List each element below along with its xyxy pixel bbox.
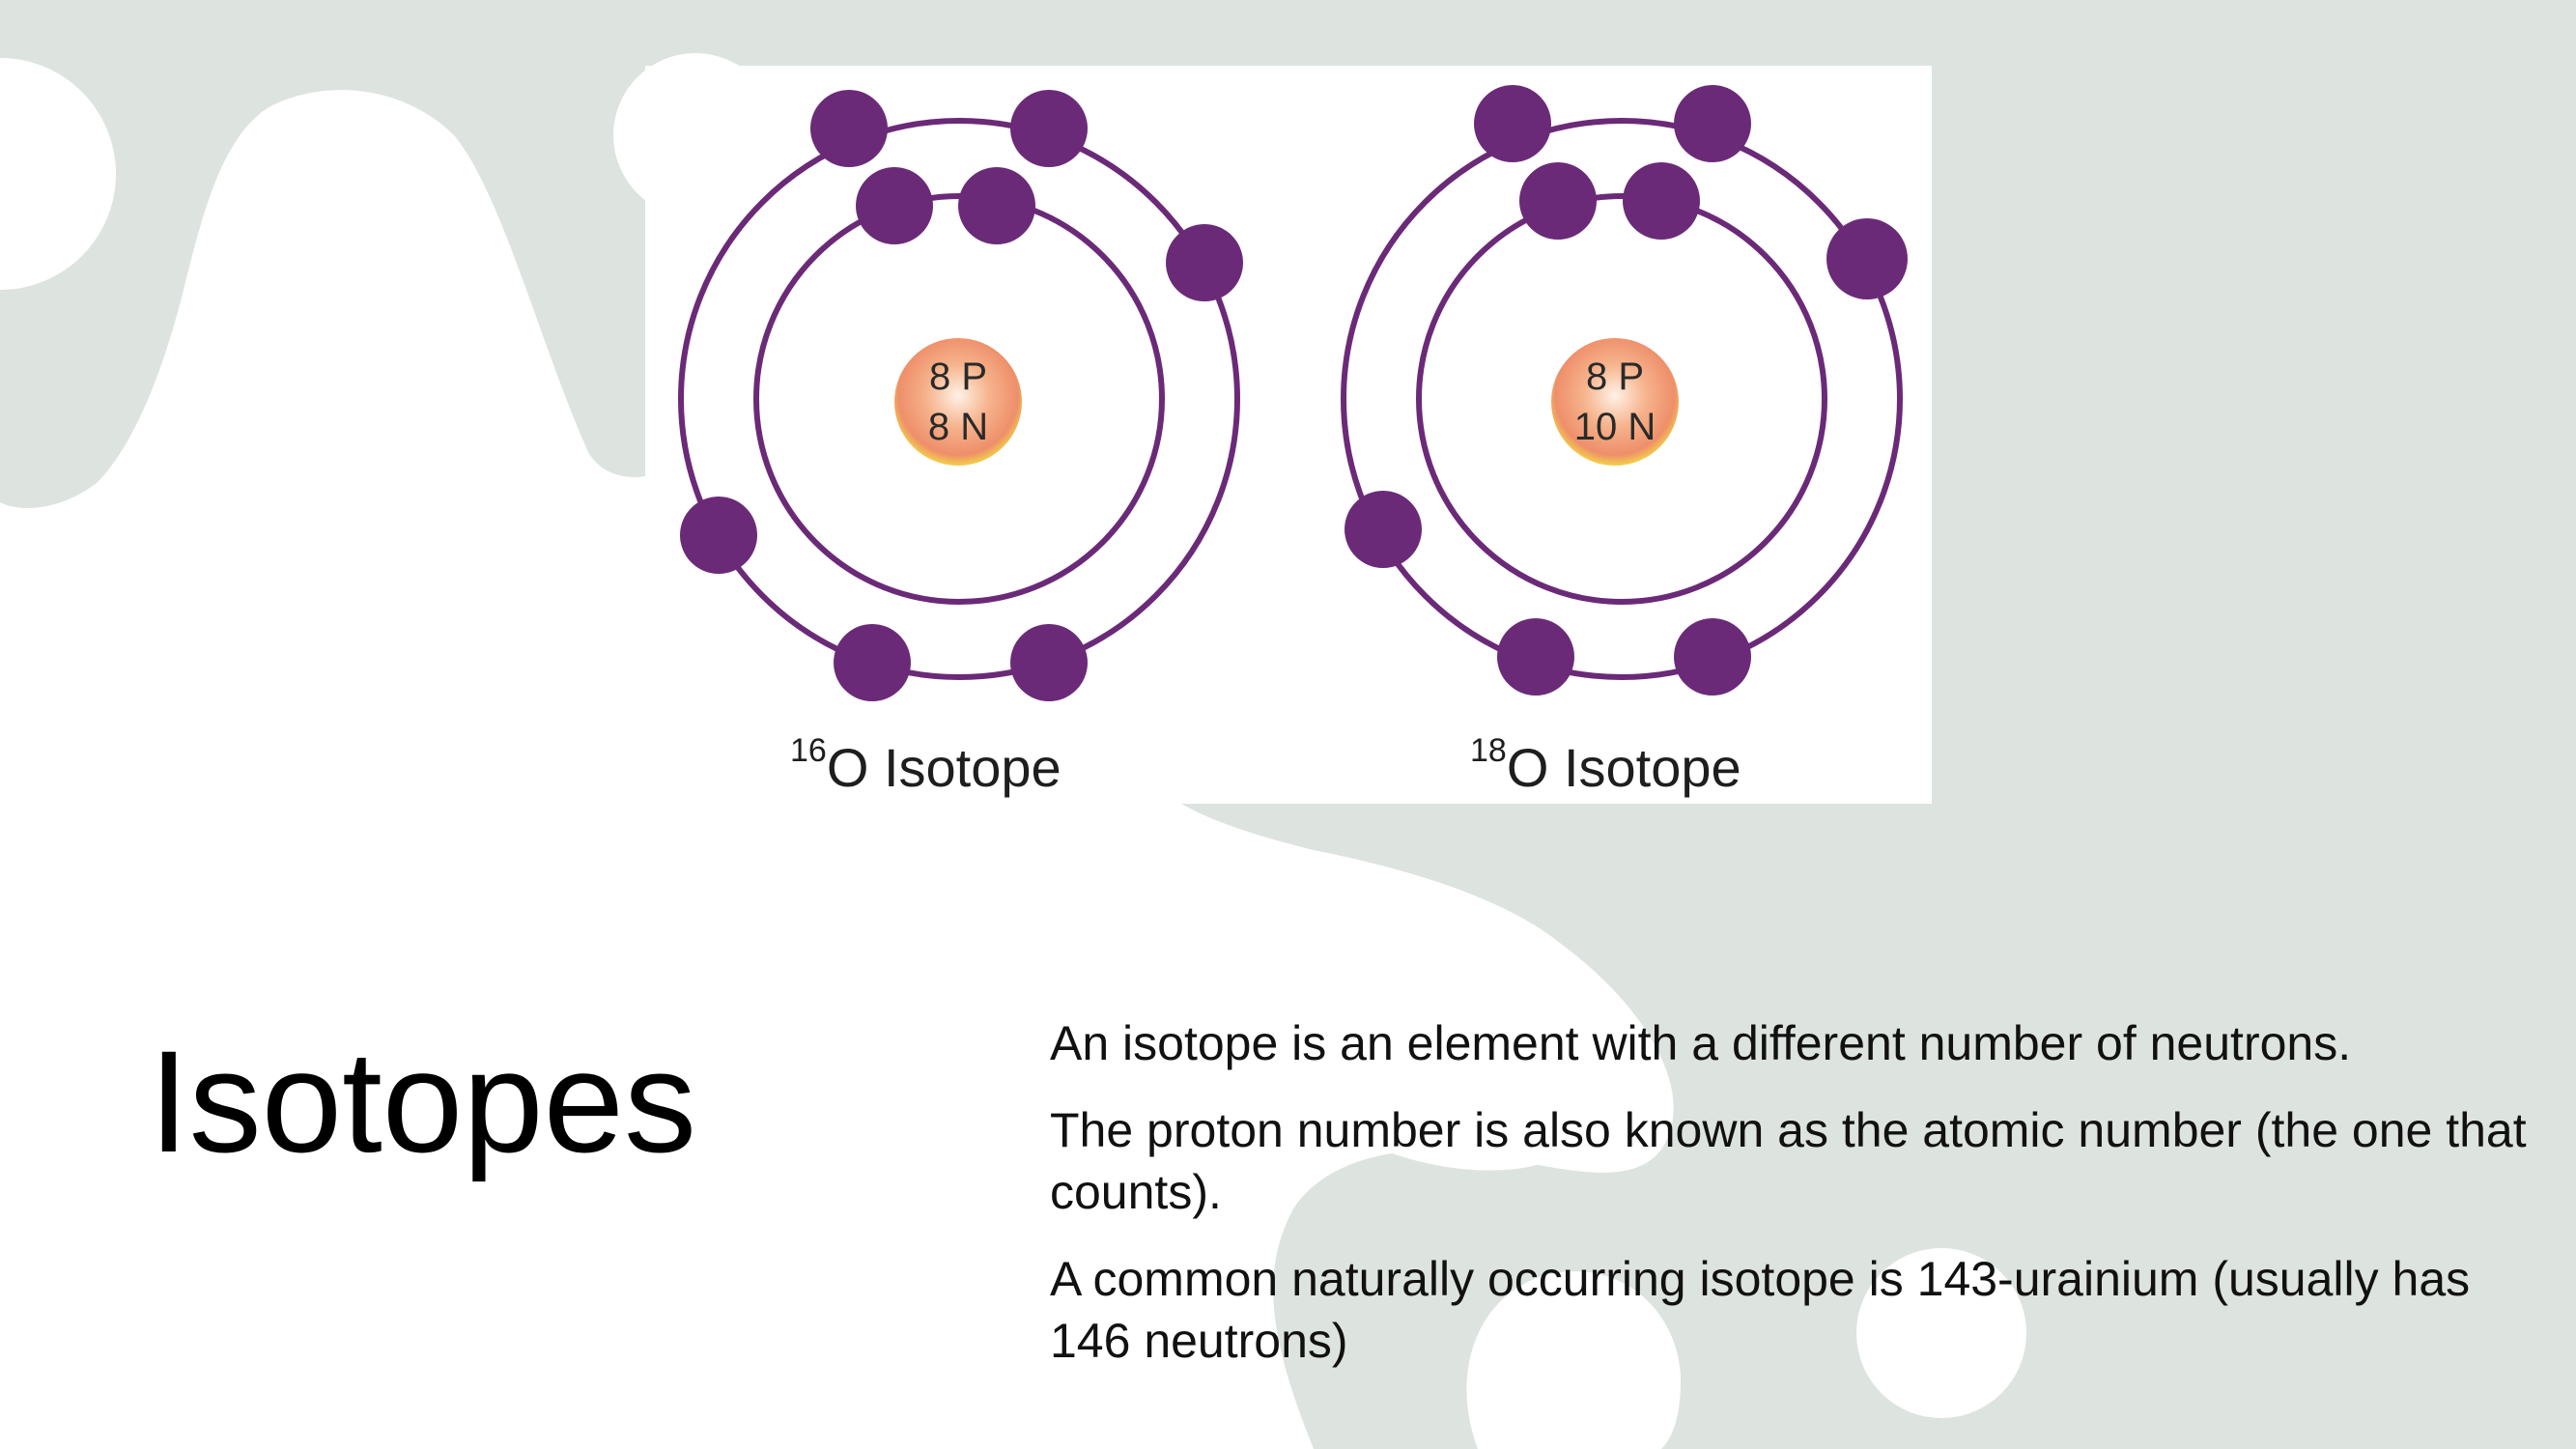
proton-count: 8 P xyxy=(1585,355,1645,398)
electron xyxy=(1345,491,1422,568)
mass-number: 18 xyxy=(1470,732,1507,769)
electron xyxy=(1010,624,1088,701)
neutron-count: 8 N xyxy=(927,406,989,448)
electron xyxy=(1519,162,1597,240)
electron xyxy=(1474,85,1551,162)
slide-body xyxy=(1050,1012,2537,1397)
mass-number: 16 xyxy=(790,732,827,769)
electron xyxy=(1826,218,1908,299)
caption-text: O Isotope xyxy=(826,737,1062,798)
electron xyxy=(834,624,911,701)
nucleus-label-o16 xyxy=(900,352,1016,452)
electron xyxy=(958,167,1035,244)
caption-o16 xyxy=(790,732,1062,799)
neutron-count: 10 N xyxy=(1573,406,1656,448)
caption-text: O Isotope xyxy=(1506,737,1741,798)
electron xyxy=(1010,90,1088,167)
body-paragraph: A common naturally occurring isotope is 143-urainium (usually has 146 neutrons) xyxy=(1050,1252,2471,1368)
isotope-figure xyxy=(645,66,1932,804)
electron xyxy=(1674,618,1751,696)
electron xyxy=(856,167,933,244)
caption-o18 xyxy=(1470,732,1741,799)
electron xyxy=(1166,224,1243,301)
electron xyxy=(810,90,888,167)
nucleus-label-o18 xyxy=(1557,352,1673,452)
slide-title: Isotopes xyxy=(149,1020,697,1182)
electron xyxy=(1623,162,1700,240)
body-paragraph: An isotope is an element with a different number of neutrons. xyxy=(1050,1016,2352,1070)
electron xyxy=(1674,85,1751,162)
proton-count: 8 P xyxy=(928,355,988,398)
body-paragraph: The proton number is also known as the atomic number (the one that counts). xyxy=(1050,1103,2527,1219)
electron xyxy=(1497,618,1574,696)
isotope-diagram xyxy=(645,66,1932,804)
electron xyxy=(680,497,757,574)
